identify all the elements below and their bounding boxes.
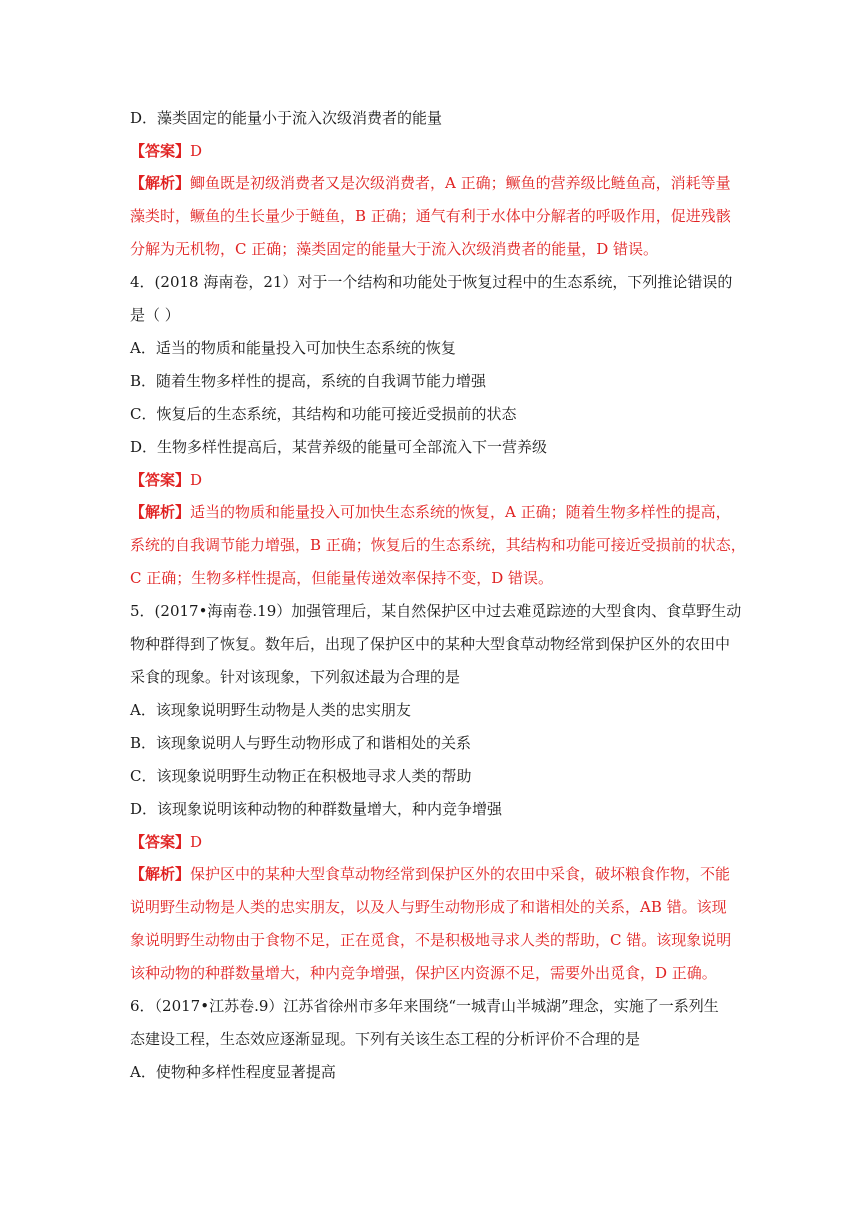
document-page (130, 106, 746, 1093)
analysis-line: 分解为无机物，C 正确；藻类固定的能量大于流入次级消费者的能量，D 错误。 (130, 240, 659, 258)
q5-option-a: A．该现象说明野生动物是人类的忠实朋友 (130, 701, 411, 719)
q3-option-d: D．藻类固定的能量小于流入次级消费者的能量 (130, 109, 443, 127)
question-6 (130, 990, 730, 1084)
analysis-tag: 【解析】 (130, 174, 191, 192)
analysis-line: 说明野生动物是人类的忠实朋友，以及人与野生动物形成了和谐相处的关系，AB 错。该现 (130, 898, 727, 916)
analysis-line: 藻类时，鳜鱼的生长量少于鲢鱼，B 正确；通气有利于水体中分解者的呼吸作用，促进残骸 (130, 207, 731, 225)
question-5 (130, 595, 742, 990)
q5-option-c: C．该现象说明野生动物正在积极地寻求人类的帮助 (130, 767, 472, 785)
analysis-line: 适当的物质和能量投入可加快生态系统的恢复，A 正确；随着生物多样性的提高， (190, 503, 731, 521)
q4-analysis (130, 496, 746, 595)
answer-value: D (190, 833, 203, 851)
analysis-line: 象说明野生动物由于食物不足，正在觅食，不是积极地寻求人类的帮助，C 错。该现象说明 (130, 931, 732, 949)
analysis-line: 保护区中的某种大型食草动物经常到保护区外的农田中采食，破坏粮食作物，不能 (190, 865, 731, 883)
q4-answer (130, 468, 730, 492)
q4-option-c: C．恢复后的生态系统，其结构和功能可接近受损前的状态 (130, 405, 517, 423)
stem-line: 是（ ） (130, 306, 180, 324)
analysis-tag: 【解析】 (130, 503, 191, 521)
analysis-line: 系统的自我调节能力增强，B 正确；恢复后的生态系统，其结构和功能可接近受损前的状态， (130, 536, 746, 554)
q5-answer (130, 830, 730, 854)
q3-analysis (130, 167, 730, 266)
stem-line: 6．（2017•江苏卷.9）江苏省徐州市多年来围绕“一城青山半城湖”理念，实施了一系列生 (130, 997, 719, 1015)
q4-option-d: D．生物多样性提高后，某营养级的能量可全部流入下一营养级 (130, 438, 548, 456)
question-4 (130, 266, 746, 595)
answer-tag: 【答案】 (130, 833, 191, 851)
q4-option-b: B．随着生物多样性的提高，系统的自我调节能力增强 (130, 372, 487, 390)
q5-analysis (130, 858, 730, 990)
q4-option-a: A．适当的物质和能量投入可加快生态系统的恢复 (130, 339, 456, 357)
stem-line: 采食的现象。针对该现象，下列叙述最为合理的是 (130, 668, 461, 686)
q5-stem (130, 595, 742, 694)
stem-line: 4．(2018 海南卷，21）对于一个结构和功能处于恢复过程中的生态系统，下列推论错误的 (130, 273, 733, 291)
analysis-line: 鲫鱼既是初级消费者又是次级消费者，A 正确；鳜鱼的营养级比鲢鱼高，消耗等量 (190, 174, 731, 192)
stem-line: 态建设工程，生态效应逐渐显现。下列有关该生态工程的分析评价不合理的是 (130, 1030, 641, 1048)
q6-option-a: A．使物种多样性程度显著提高 (130, 1063, 336, 1081)
analysis-line: C 正确；生物多样性提高，但能量传递效率保持不变，D 错误。 (130, 569, 554, 587)
q5-option-b: B．该现象说明人与野生动物形成了和谐相处的关系 (130, 734, 472, 752)
analysis-tag: 【解析】 (130, 865, 191, 883)
q5-option-d: D．该现象说明该种动物的种群数量增大，种内竞争增强 (130, 800, 503, 818)
answer-value: D (190, 471, 203, 489)
q6-stem (130, 990, 730, 1056)
q3-answer (130, 139, 730, 163)
analysis-line: 该种动物的种群数量增大，种内竞争增强，保护区内资源不足，需要外出觅食，D 正确。 (130, 964, 717, 982)
stem-line: 5．(2017•海南卷.19）加强管理后，某自然保护区中过去难觅踪迹的大型食肉、食草野生动 (130, 602, 742, 620)
stem-line: 物种群得到了恢复。数年后，出现了保护区中的某种大型食草动物经常到保护区外的农田中 (130, 635, 731, 653)
q4-stem (130, 266, 733, 332)
question-3 (130, 106, 730, 266)
answer-tag: 【答案】 (130, 142, 191, 160)
answer-value: D (190, 142, 203, 160)
answer-tag: 【答案】 (130, 471, 191, 489)
